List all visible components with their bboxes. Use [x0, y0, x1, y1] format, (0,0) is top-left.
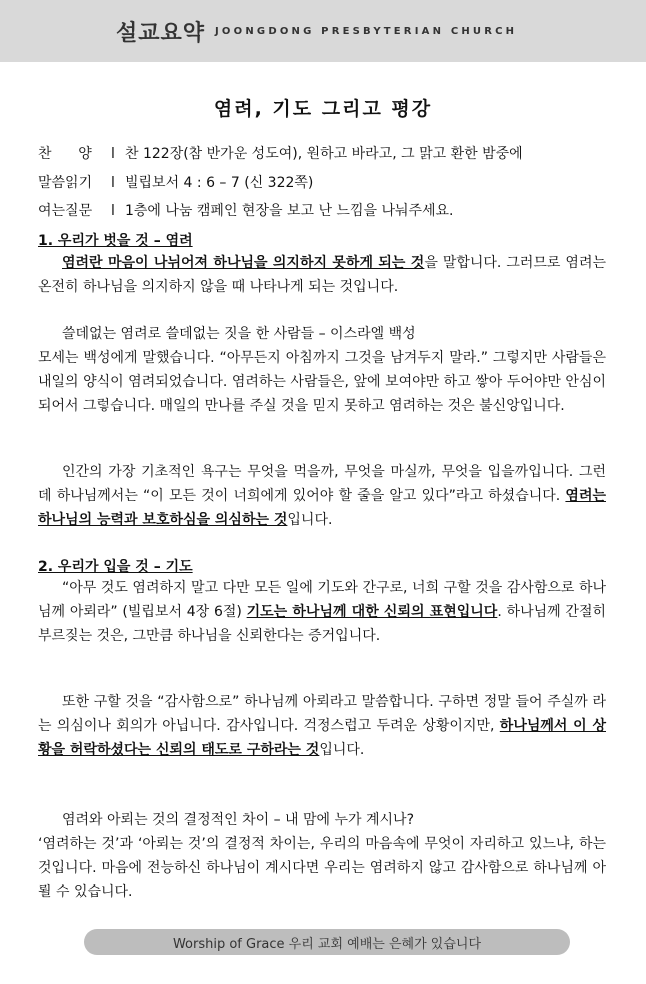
section-2-paragraph-2 — [38, 690, 606, 762]
section-1-paragraph-3 — [38, 460, 606, 532]
hymn-row — [38, 143, 523, 163]
emphasis: 염려는 하나님의 능력과 보호하심을 의심하는 것 — [38, 488, 606, 528]
emphasis: 염려란 마음이 나뉘어져 하나님을 의지하지 못하게 되는 것 — [62, 255, 425, 271]
header-subtitle: JOONGDONG PRESBYTERIAN CHURCH — [215, 25, 518, 37]
text: . 하나님께 간절히 부르짖는 것은, 그만큼 하나님을 신뢰한다는 증거입니다. — [38, 604, 606, 644]
section-1-paragraph-1 — [38, 251, 606, 299]
subheading: 쓸데없는 염려로 쓸데없는 짓을 한 사람들 – 이스라엘 백성 — [62, 326, 416, 342]
separator: l — [111, 175, 115, 191]
footer-banner: Worship of Grace 우리 교회 예배는 은혜가 있습니다 — [84, 929, 570, 955]
scripture-row — [38, 172, 313, 192]
opening-question-value: 1층에 나눔 캠페인 현장을 보고 난 느낌을 나눠주세요. — [125, 203, 454, 219]
hymn-label: 찬 양 — [38, 146, 92, 162]
text: 모세는 백성에게 말했습니다. “아무든지 아침까지 그것을 남겨두지 말라.” 그렇지만 사람들은 내일의 양식이 염려되었습니다. 염려하는 사람들은, 앞에 보여야만 하고 쌓아 두어야만 안심이 되어서 그렇습니다. 매일의 만나를 주실 것을 믿지 못하고 염려하는 것은 불신앙입니다. — [38, 350, 606, 414]
section-2-paragraph-1 — [38, 576, 606, 648]
header-title: 설교요약 — [116, 20, 206, 46]
text: 또한 구할 것을 “감사함으로” 하나님께 아뢰라고 말씀합니다. 구하면 정말 들어 주실까 라는 의심이나 회의가 아닙니다. 감사입니다. 걱정스럽고 두려운 상황이지만, — [38, 694, 606, 734]
emphasis: 기도는 하나님께 대한 신뢰의 표현입니다 — [246, 604, 498, 620]
opening-question-label: 여는질문 — [38, 203, 93, 219]
scripture-label: 말씀읽기 — [38, 175, 93, 191]
sermon-title: 염려, 기도 그리고 평강 — [213, 98, 433, 120]
hymn-value: 찬 122장(참 반가운 성도여), 원하고 바라고, 그 맑고 환한 밤중에 — [125, 146, 523, 162]
section-2-paragraph-3 — [38, 808, 606, 904]
subheading: 염려와 아뢰는 것의 결정적인 차이 – 내 맘에 누가 계시나? — [62, 812, 415, 828]
section-2-heading: 2. 우리가 입을 것 – 기도 — [38, 559, 193, 575]
scripture-value: 빌립보서 4 : 6 – 7 (신 322쪽) — [125, 175, 314, 191]
header-bar — [0, 0, 646, 62]
section-1-paragraph-2 — [38, 322, 606, 418]
text: 인간의 가장 기초적인 욕구는 무엇을 먹을까, 무엇을 마실까, 무엇을 입을까입니다. 그런데 하나님께서는 “이 모든 것이 너희에게 있어야 할 줄을 알고 있다”라고 하셨습니다. — [38, 464, 606, 504]
text: 입니다. — [319, 742, 365, 758]
emphasis: 하나님께서 이 상황을 허락하셨다는 신뢰의 태도로 구하라는 것 — [38, 718, 606, 758]
text: 을 말합니다. 그러므로 염려는 온전히 하나님을 의지하지 않을 때 나타나게 되는 것입니다. — [38, 255, 606, 295]
text: ‘염려하는 것’과 ‘아뢰는 것’의 결정적 차이는, 우리의 마음속에 무엇이 자리하고 있느냐, 하는 것입니다. 마음에 전능하신 하나님이 계시다면 우리는 염려하지 않고 감사함으로 하나님께 아뢸 수 있습니다. — [38, 836, 606, 900]
separator: l — [111, 146, 115, 162]
section-1-heading: 1. 우리가 벗을 것 – 염려 — [38, 233, 193, 249]
text: “아무 것도 염려하지 말고 다만 모든 일에 기도와 간구로, 너희 구할 것을 감사함으로 하나님께 아뢰라” (빌립보서 4장 6절) — [38, 580, 606, 620]
text: 입니다. — [287, 512, 333, 528]
separator: l — [111, 203, 115, 219]
opening-question-row — [38, 200, 454, 220]
